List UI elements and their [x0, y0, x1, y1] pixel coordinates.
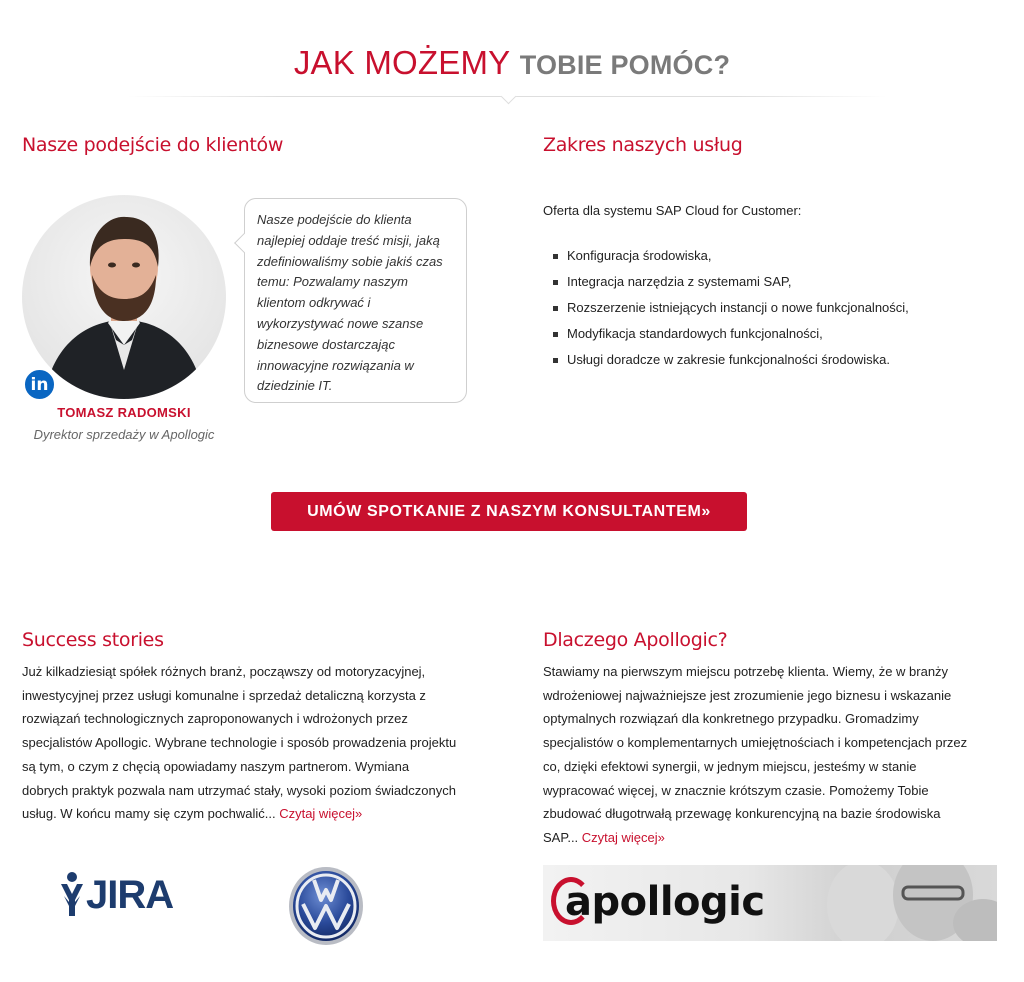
linkedin-icon[interactable]	[22, 367, 57, 402]
jira-figure-icon	[60, 872, 84, 918]
text-line: zbudować długotrwałą przewagę konkurencyjną na bazie środowiska	[543, 806, 941, 822]
text-line	[22, 802, 502, 826]
list-item: Rozszerzenie istniejących instancji o nowe funkcjonalności,	[553, 295, 909, 321]
text-line-end: usług. W końcu mamy się czym pochwalić...	[22, 806, 280, 822]
text-line: Stawiamy na pierwszym miejscu potrzebę klienta. Wiemy, że w branży	[543, 664, 949, 679]
list-item: Integracja narzędzia z systemami SAP,	[553, 269, 909, 295]
text-line: co, dzięki efektowi synergii, w jednym miejscu, jesteśmy w stanie	[543, 758, 917, 774]
divider-notch	[501, 89, 517, 105]
why-read-more-link[interactable]: Czytaj więcej»	[581, 829, 665, 845]
quote-line: innowacyjne rozwiązania w	[257, 357, 414, 373]
volkswagen-logo[interactable]	[288, 866, 364, 946]
list-item: Konfiguracja środowiska,	[553, 243, 909, 269]
list-item: Usługi doradcze w zakresie funkcjonalności środowiska.	[553, 347, 909, 373]
services-list	[553, 243, 909, 373]
text-line: rozwiązań technologicznych zaproponowanych i wdrożonych przez	[22, 711, 408, 727]
services-heading: Zakres naszych usług	[543, 134, 743, 156]
text-line: optymalnych rozwiązań dla konkretnego przypadku. Gromadzimy	[543, 711, 919, 727]
person-photo	[22, 195, 226, 399]
quote-line: temu: Pozwalamy naszym	[257, 274, 408, 290]
quote-line: biznesowe dostarczając	[257, 336, 396, 352]
text-line	[543, 826, 1013, 850]
book-meeting-button[interactable]: UMÓW SPOTKANIE Z NASZYM KONSULTANTEM»	[271, 492, 747, 531]
list-item: Modyfikacja standardowych funkcjonalności,	[553, 321, 909, 347]
text-line: specjalistów Apollogic. Wybrane technologie i sposób prowadzenia projektu	[22, 735, 457, 751]
person-name: TOMASZ RADOMSKI	[57, 405, 191, 420]
text-line: Już kilkadziesiąt spółek różnych branż, począwszy od motoryzacyjnej,	[22, 664, 426, 679]
approach-heading: Nasze podejście do klientów	[22, 134, 284, 156]
quote-line: najlepiej oddaje treść misji, jaką	[257, 232, 440, 248]
services-intro: Oferta dla systemu SAP Cloud for Customer:	[543, 203, 802, 218]
quote-line: klientom odkrywać i	[257, 295, 371, 311]
quote-bubble	[244, 198, 467, 403]
page-title-rest: TOBIE POMÓC?	[519, 50, 731, 80]
quote-line: wykorzystywać nowe szanse	[257, 315, 424, 331]
person-role: Dyrektor sprzedaży w Apollogic	[33, 427, 215, 442]
text-line: dobrych praktyk pozwala nam utrzymać stały, wysoki poziom świadczonych	[22, 782, 456, 798]
text-line: są tym, o czym z chęcią opowiadamy naszym partnerom. Wymiana	[22, 758, 410, 774]
text-line: specjalistów o komplementarnych umiejętnościach i kompetencjach przez	[543, 735, 968, 751]
why-text	[543, 660, 1013, 850]
jira-logo[interactable]	[60, 872, 173, 918]
success-text	[22, 660, 502, 826]
apollogic-banner[interactable]	[543, 865, 997, 941]
text-line: wypracować więcej, w znacznie krótszym czasie. Pomożemy Tobie	[543, 782, 929, 798]
page-title	[0, 44, 1024, 82]
text-line: inwestycyjnej przez usługi komunalne i sprzedaż detaliczną korzysta z	[22, 687, 426, 703]
linkedin-icon-label: in	[30, 374, 49, 395]
avatar	[22, 195, 226, 399]
jira-logo-text: JIRA	[86, 872, 174, 917]
quote-line: Nasze podejście do klienta	[257, 212, 412, 227]
quote-line: dziedzinie IT.	[257, 378, 333, 394]
text-line: wdrożeniowej najważniejsze jest zrozumienie jego biznesu i wskazanie	[543, 687, 952, 703]
success-read-more-link[interactable]: Czytaj więcej»	[279, 806, 363, 822]
text-line-end: SAP...	[543, 829, 582, 845]
quote-line: zdefiniowaliśmy sobie jakiś czas	[257, 253, 443, 269]
success-heading: Success stories	[22, 629, 164, 651]
page-title-accent: JAK MOŻEMY	[293, 44, 511, 81]
why-heading: Dlaczego Apollogic?	[543, 629, 728, 651]
apollogic-logo-text: apollogic	[565, 879, 765, 925]
